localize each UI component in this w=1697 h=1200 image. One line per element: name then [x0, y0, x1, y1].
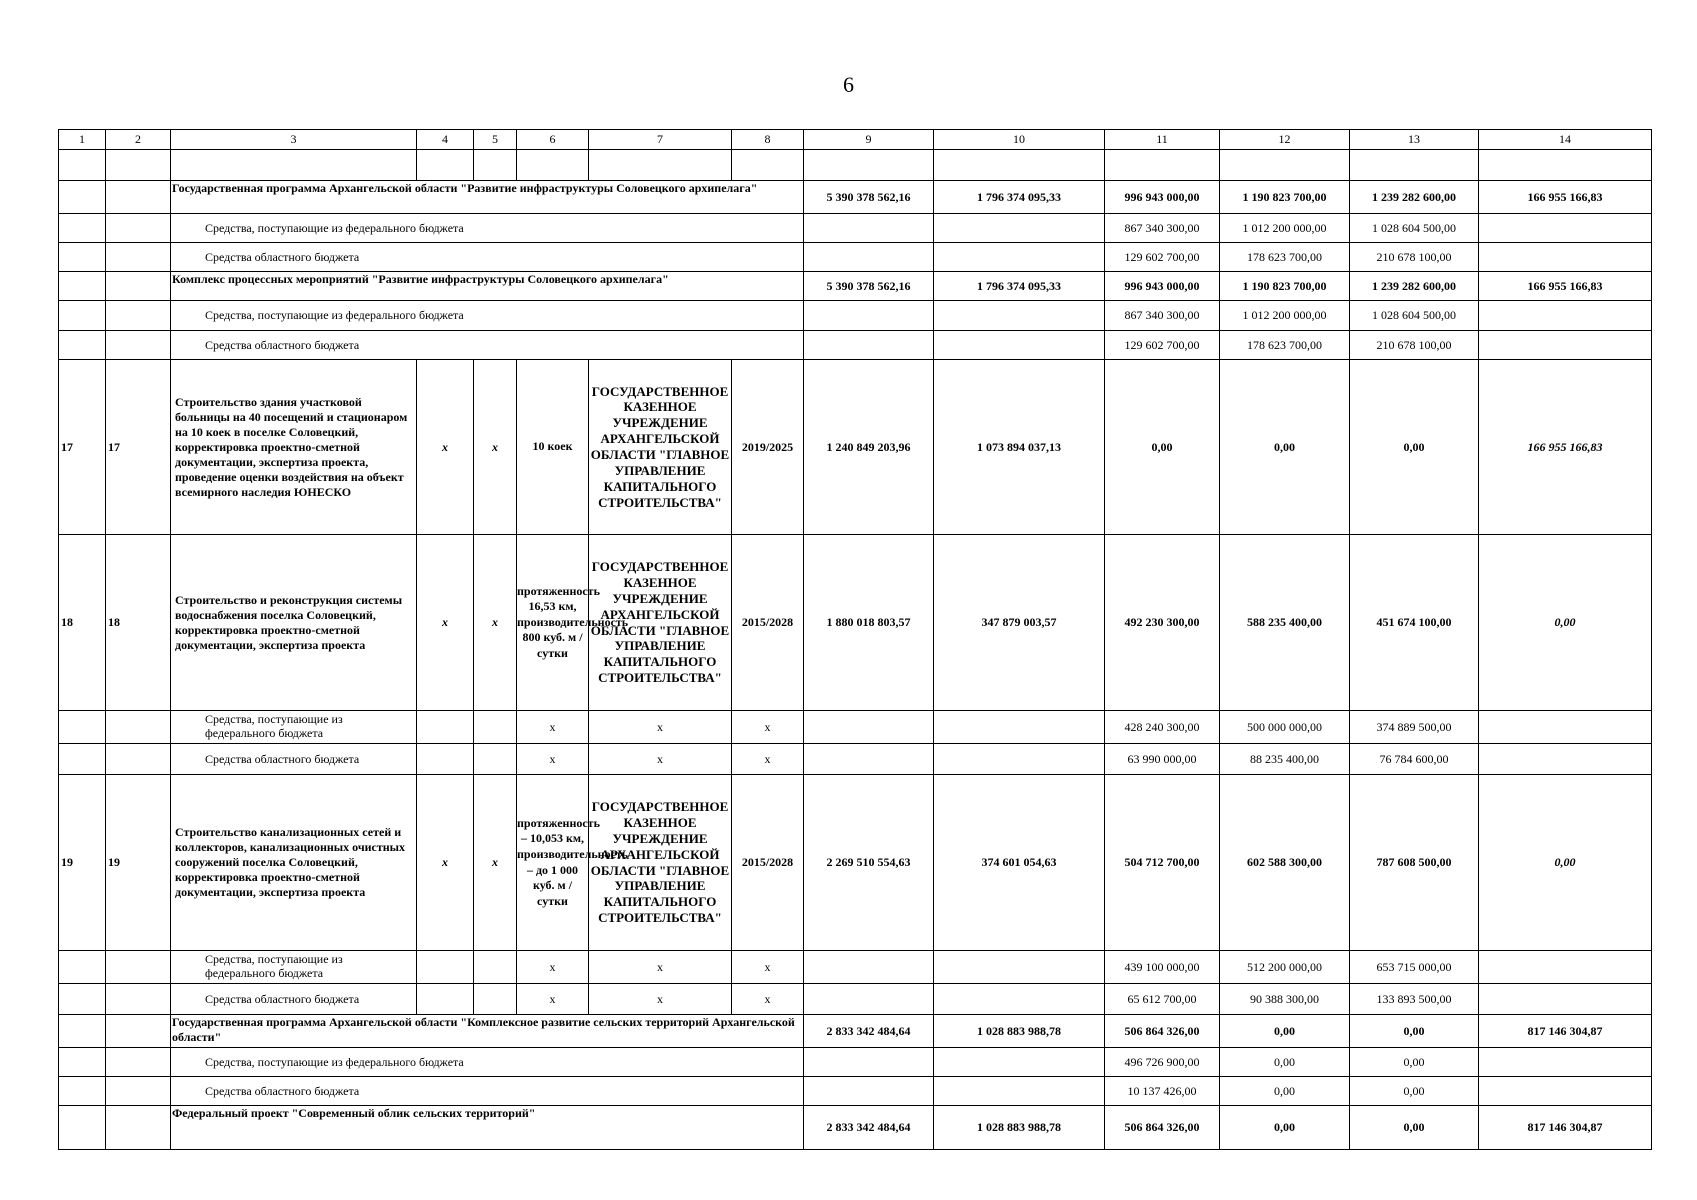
responsible-organization: ГОСУДАРСТВЕННОЕ КАЗЕННОЕ УЧРЕЖДЕНИЕ АРХАНГЕЛЬСКОЙ ОБЛАСТИ "ГЛАВНОЕ УПРАВЛЕНИЕ КАПИТАЛЬНОГО СТРОИТЕЛЬСТВА": [589, 360, 732, 535]
year-3-funding: 1 028 604 500,00: [1350, 301, 1479, 331]
total-cost: 5 390 378 562,16: [804, 272, 934, 301]
header-cell: 1: [59, 130, 106, 150]
remaining-funding: 166 955 166,83: [1479, 272, 1652, 301]
cell-x: х: [474, 535, 517, 711]
source-label: Средства областного бюджета: [171, 984, 417, 1015]
object-name: Строительство здания участковой больницы на 40 посещений и стационаром на 10 коек в поселке Соловецкий, корректировка проектно-сметной документации, экспертиза проекта, проведение оценки воздействия на объект всемирного наследия ЮНЕСКО: [171, 360, 417, 535]
cell-x: х: [417, 775, 474, 951]
header-cell: 10: [934, 130, 1105, 150]
object-capacity: протяженность – 10,053 км, производительность – до 1 000 куб. м / сутки: [517, 775, 589, 951]
remaining-funding: 166 955 166,83: [1479, 181, 1652, 214]
federal-source-row: [59, 1048, 1652, 1077]
year-3-funding: 1 028 604 500,00: [1350, 214, 1479, 243]
cell-x: х: [732, 984, 804, 1015]
cell-x: х: [517, 984, 589, 1015]
cell-x: х: [589, 951, 732, 984]
year-1-funding: 996 943 000,00: [1105, 181, 1220, 214]
year-2-funding: 500 000 000,00: [1220, 711, 1350, 744]
responsible-organization: ГОСУДАРСТВЕННОЕ КАЗЕННОЕ УЧРЕЖДЕНИЕ АРХАНГЕЛЬСКОЙ ОБЛАСТИ "ГЛАВНОЕ УПРАВЛЕНИЕ КАПИТАЛЬНОГО СТРОИТЕЛЬСТВА": [589, 775, 732, 951]
header-cell: 5: [474, 130, 517, 150]
year-1-funding: 129 602 700,00: [1105, 331, 1220, 360]
source-label: Средства областного бюджета: [171, 744, 417, 775]
page-number: 6: [843, 72, 854, 97]
total-cost: 1 880 018 803,57: [804, 535, 934, 711]
row-number: 18: [59, 535, 106, 711]
year-2-funding: 1 190 823 700,00: [1220, 181, 1350, 214]
year-3-funding: 451 674 100,00: [1350, 535, 1479, 711]
prior-funding: 1 796 374 095,33: [934, 181, 1105, 214]
object-row: [59, 775, 1652, 951]
year-2-funding: 0,00: [1220, 1106, 1350, 1150]
header-cell: 9: [804, 130, 934, 150]
year-2-funding: 88 235 400,00: [1220, 744, 1350, 775]
cell-x: х: [732, 711, 804, 744]
year-1-funding: 496 726 900,00: [1105, 1048, 1220, 1077]
year-2-funding: 178 623 700,00: [1220, 243, 1350, 272]
regional-source-row: [59, 243, 1652, 272]
year-3-funding: 210 678 100,00: [1350, 331, 1479, 360]
prior-funding: 1 796 374 095,33: [934, 272, 1105, 301]
cell-x: х: [732, 951, 804, 984]
year-3-funding: 1 239 282 600,00: [1350, 181, 1479, 214]
year-3-funding: 787 608 500,00: [1350, 775, 1479, 951]
federal-source-row: [59, 711, 1652, 744]
object-name: Строительство канализационных сетей и коллекторов, канализационных очистных сооружений поселка Соловецкий, корректировка проектно-сметной документации, экспертиза проекта: [171, 775, 417, 951]
cell-x: х: [517, 951, 589, 984]
year-1-funding: 996 943 000,00: [1105, 272, 1220, 301]
year-2-funding: 512 200 000,00: [1220, 951, 1350, 984]
prior-funding: 1 073 894 037,13: [934, 360, 1105, 535]
year-1-funding: 492 230 300,00: [1105, 535, 1220, 711]
year-2-funding: 0,00: [1220, 1015, 1350, 1048]
year-1-funding: 506 864 326,00: [1105, 1106, 1220, 1150]
source-label: Средства областного бюджета: [171, 331, 804, 360]
row-number: 19: [106, 775, 171, 951]
year-3-funding: 1 239 282 600,00: [1350, 272, 1479, 301]
prior-funding: 374 601 054,63: [934, 775, 1105, 951]
object-row: [59, 535, 1652, 711]
blank-row: [59, 150, 1652, 181]
year-3-funding: 210 678 100,00: [1350, 243, 1479, 272]
row-number: 19: [59, 775, 106, 951]
state-program-row: [59, 181, 1652, 214]
source-label: Средства, поступающие из федерального бюджета: [171, 1048, 804, 1077]
total-cost: 1 240 849 203,96: [804, 360, 934, 535]
cell-x: х: [589, 711, 732, 744]
regional-source-row: [59, 331, 1652, 360]
header-cell: 14: [1479, 130, 1652, 150]
year-2-funding: 1 012 200 000,00: [1220, 301, 1350, 331]
federal-source-row: [59, 951, 1652, 984]
year-1-funding: 63 990 000,00: [1105, 744, 1220, 775]
year-3-funding: 374 889 500,00: [1350, 711, 1479, 744]
header-cell: 6: [517, 130, 589, 150]
year-3-funding: 0,00: [1350, 1106, 1479, 1150]
year-1-funding: 65 612 700,00: [1105, 984, 1220, 1015]
object-row: [59, 360, 1652, 535]
year-3-funding: 0,00: [1350, 1048, 1479, 1077]
year-3-funding: 76 784 600,00: [1350, 744, 1479, 775]
header-cell: 11: [1105, 130, 1220, 150]
year-2-funding: 1 012 200 000,00: [1220, 214, 1350, 243]
cell-x: х: [474, 360, 517, 535]
year-3-funding: 653 715 000,00: [1350, 951, 1479, 984]
year-2-funding: 90 388 300,00: [1220, 984, 1350, 1015]
complex-row: [59, 272, 1652, 301]
year-3-funding: 133 893 500,00: [1350, 984, 1479, 1015]
object-capacity: протяженность 16,53 км, производительность 800 куб. м / сутки: [517, 535, 589, 711]
header-cell: 12: [1220, 130, 1350, 150]
complex-title: Комплекс процессных мероприятий "Развитие инфраструктуры Соловецкого архипелага": [171, 272, 804, 301]
prior-funding: 1 028 883 988,78: [934, 1015, 1105, 1048]
total-cost: 2 833 342 484,64: [804, 1106, 934, 1150]
year-2-funding: 0,00: [1220, 1077, 1350, 1106]
remaining-funding: 817 146 304,87: [1479, 1015, 1652, 1048]
state-program-title: Государственная программа Архангельской области "Комплексное развитие сельских территорий Архангельской области": [171, 1015, 804, 1048]
remaining-funding: 0,00: [1479, 775, 1652, 951]
year-3-funding: 0,00: [1350, 360, 1479, 535]
row-number: 17: [106, 360, 171, 535]
source-label: Средства, поступающие из федерального бюджета: [171, 214, 804, 243]
cell-x: х: [417, 360, 474, 535]
year-1-funding: 0,00: [1105, 360, 1220, 535]
regional-source-row: [59, 1077, 1652, 1106]
cell-x: х: [589, 744, 732, 775]
remaining-funding: 0,00: [1479, 535, 1652, 711]
total-cost: 2 833 342 484,64: [804, 1015, 934, 1048]
cell-x: х: [517, 711, 589, 744]
state-program-title: Государственная программа Архангельской области "Развитие инфраструктуры Соловецкого архипелага": [171, 181, 804, 214]
year-1-funding: 867 340 300,00: [1105, 214, 1220, 243]
federal-project-row: [59, 1106, 1652, 1150]
construction-period: 2019/2025: [732, 360, 804, 535]
header-cell: 3: [171, 130, 417, 150]
cell-x: х: [732, 744, 804, 775]
year-2-funding: 1 190 823 700,00: [1220, 272, 1350, 301]
year-1-funding: 867 340 300,00: [1105, 301, 1220, 331]
row-number: 17: [59, 360, 106, 535]
year-3-funding: 0,00: [1350, 1077, 1479, 1106]
cell-x: х: [589, 984, 732, 1015]
total-cost: 5 390 378 562,16: [804, 181, 934, 214]
year-1-funding: 506 864 326,00: [1105, 1015, 1220, 1048]
header-row: [59, 130, 1652, 150]
year-2-funding: 0,00: [1220, 1048, 1350, 1077]
source-label: Средства, поступающие из федерального бюджета: [171, 951, 417, 984]
source-label: Средства, поступающие из федерального бюджета: [171, 711, 417, 744]
cell-x: х: [474, 775, 517, 951]
header-cell: 13: [1350, 130, 1479, 150]
year-2-funding: 602 588 300,00: [1220, 775, 1350, 951]
remaining-funding: 166 955 166,83: [1479, 360, 1652, 535]
year-3-funding: 0,00: [1350, 1015, 1479, 1048]
federal-source-row: [59, 301, 1652, 331]
year-1-funding: 439 100 000,00: [1105, 951, 1220, 984]
construction-period: 2015/2028: [732, 535, 804, 711]
responsible-organization: ГОСУДАРСТВЕННОЕ КАЗЕННОЕ УЧРЕЖДЕНИЕ АРХАНГЕЛЬСКОЙ ОБЛАСТИ "ГЛАВНОЕ УПРАВЛЕНИЕ КАПИТАЛЬНОГО СТРОИТЕЛЬСТВА": [589, 535, 732, 711]
state-program-row: [59, 1015, 1652, 1048]
total-cost: 2 269 510 554,63: [804, 775, 934, 951]
header-cell: 2: [106, 130, 171, 150]
object-capacity: 10 коек: [517, 360, 589, 535]
source-label: Средства, поступающие из федерального бюджета: [171, 301, 804, 331]
year-1-funding: 428 240 300,00: [1105, 711, 1220, 744]
prior-funding: 347 879 003,57: [934, 535, 1105, 711]
budget-table: [58, 129, 1652, 1150]
regional-source-row: [59, 744, 1652, 775]
federal-source-row: [59, 214, 1652, 243]
year-1-funding: 10 137 426,00: [1105, 1077, 1220, 1106]
header-cell: 8: [732, 130, 804, 150]
year-1-funding: 504 712 700,00: [1105, 775, 1220, 951]
header-cell: 7: [589, 130, 732, 150]
prior-funding: 1 028 883 988,78: [934, 1106, 1105, 1150]
cell-x: х: [417, 535, 474, 711]
cell-x: х: [517, 744, 589, 775]
row-number: 18: [106, 535, 171, 711]
construction-period: 2015/2028: [732, 775, 804, 951]
remaining-funding: 817 146 304,87: [1479, 1106, 1652, 1150]
object-name: Строительство и реконструкция системы водоснабжения поселка Соловецкий, корректировка проектно-сметной документации, экспертиза проекта: [171, 535, 417, 711]
year-2-funding: 588 235 400,00: [1220, 535, 1350, 711]
year-2-funding: 178 623 700,00: [1220, 331, 1350, 360]
year-2-funding: 0,00: [1220, 360, 1350, 535]
header-cell: 4: [417, 130, 474, 150]
federal-project-title: Федеральный проект "Современный облик сельских территорий": [171, 1106, 804, 1150]
source-label: Средства областного бюджета: [171, 1077, 804, 1106]
year-1-funding: 129 602 700,00: [1105, 243, 1220, 272]
source-label: Средства областного бюджета: [171, 243, 804, 272]
regional-source-row: [59, 984, 1652, 1015]
